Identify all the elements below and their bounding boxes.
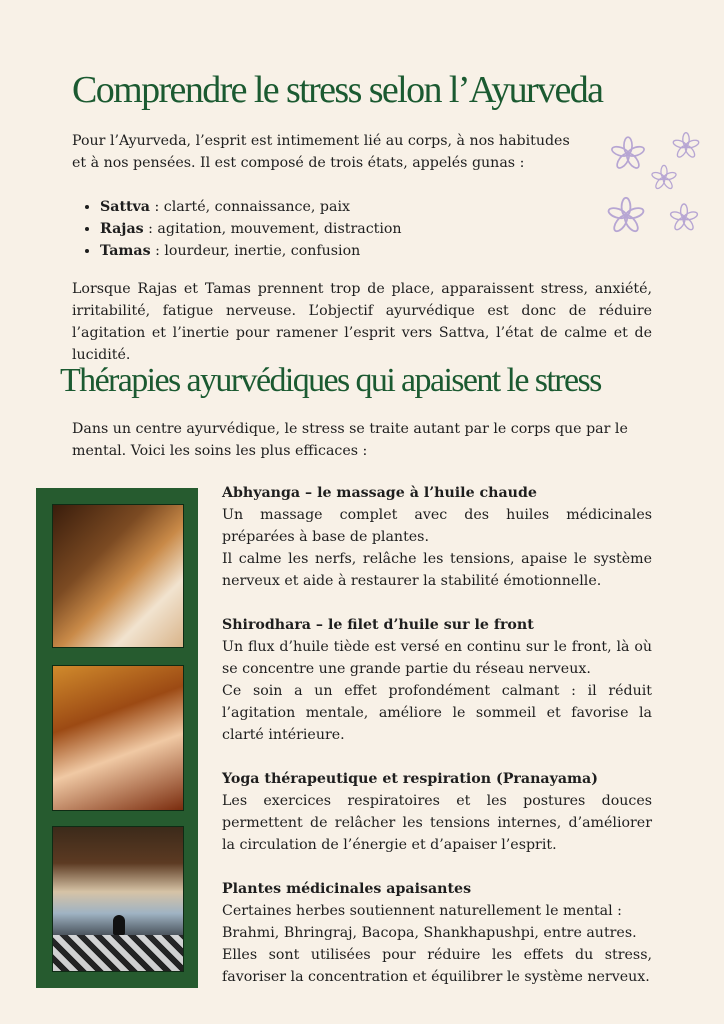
therapy-title: Shirodhara – le filet d’huile sur le front [222, 617, 534, 633]
list-item [100, 218, 402, 240]
therapy-text: Ce soin a un effet profondément calmant : il réduit l’agitation mentale, améliore le sommeil et favorise la clarté intérieure. [222, 683, 652, 743]
therapy-title: Yoga thérapeutique et respiration (Pranayama) [222, 771, 598, 787]
therapy-text: Certaines herbes soutiennent naturellement le mental : [222, 903, 622, 919]
guna-desc: : agitation, mouvement, distraction [143, 221, 402, 237]
therapy-title: Plantes médicinales apaisantes [222, 881, 472, 897]
guna-desc: : clarté, connaissance, paix [149, 199, 350, 215]
intro-line-2: et à nos pensées. Il est composé de trois états, appelés gunas : [72, 155, 525, 171]
guna-name: Sattva [100, 199, 150, 215]
therapy-text: Un massage complet avec des huiles médicinales préparées à base de plantes. [222, 507, 652, 545]
flower-icon [607, 198, 644, 234]
checkered-floor [53, 935, 183, 971]
guna-name: Tamas [100, 243, 151, 259]
flower-icon [670, 204, 699, 231]
therapies-intro-line-2: mental. Voici les soins les plus efficaces : [72, 443, 368, 459]
therapies-intro [72, 418, 632, 462]
flower-decoration [604, 128, 704, 238]
section-title-stress: Comprendre le stress selon l’Ayurveda [72, 69, 603, 111]
flower-icon [651, 165, 677, 190]
guna-desc: : lourdeur, inertie, confusion [150, 243, 361, 259]
photo-panel [36, 488, 198, 988]
therapy-shirodhara [222, 614, 652, 746]
therapy-text: Elles sont utilisées pour réduire les effets du stress, favoriser la concentration et équilibrer le système nerveux. [222, 947, 652, 985]
flower-icon [611, 137, 645, 170]
intro-paragraph [72, 130, 572, 174]
section-title-therapies: Thérapies ayurvédiques qui apaisent le stress [60, 362, 601, 399]
guna-name: Rajas [100, 221, 144, 237]
flower-icon [672, 133, 699, 159]
therapy-text: Les exercices respiratoires et les postures douces permettent de relâcher les tensions internes, d’améliorer la circulation de l’énergie et d’apaiser l’esprit. [222, 793, 652, 853]
therapy-text: Un flux d’huile tiède est versé en continu sur le front, là où se concentre une grande partie du réseau nerveux. [222, 639, 652, 677]
yoga-pavilion-photo [52, 826, 184, 972]
therapy-abhyanga [222, 482, 652, 592]
intro-line-1: Pour l’Ayurveda, l’esprit est intimement lié au corps, à nos habitudes [72, 133, 570, 149]
list-item [100, 240, 402, 262]
abhyanga-massage-photo [52, 504, 184, 648]
shirodhara-photo [52, 665, 184, 811]
therapy-text: Brahmi, Bhringraj, Bacopa, Shankhapushpi, entre autres. [222, 925, 637, 941]
therapy-plants [222, 878, 652, 988]
list-item [100, 196, 402, 218]
meditating-figure [113, 915, 125, 935]
gunas-list [80, 196, 402, 262]
therapy-title: Abhyanga – le massage à l’huile chaude [222, 485, 537, 501]
stress-paragraph: Lorsque Rajas et Tamas prennent trop de place, apparaissent stress, anxiété, irritabilité, fatigue nerveuse. L’objectif ayurvédique est donc de réduire l’agitation et l’inertie pour ramener l’esprit vers Sattva, l’état de calme et de lucidité. [72, 281, 652, 363]
therapy-yoga [222, 768, 652, 856]
therapy-text: Il calme les nerfs, relâche les tensions, apaise le système nerveux et aide à restaurer la stabilité émotionnelle. [222, 551, 652, 589]
therapies-intro-line-1: Dans un centre ayurvédique, le stress se traite autant par le corps que par le [72, 421, 628, 437]
